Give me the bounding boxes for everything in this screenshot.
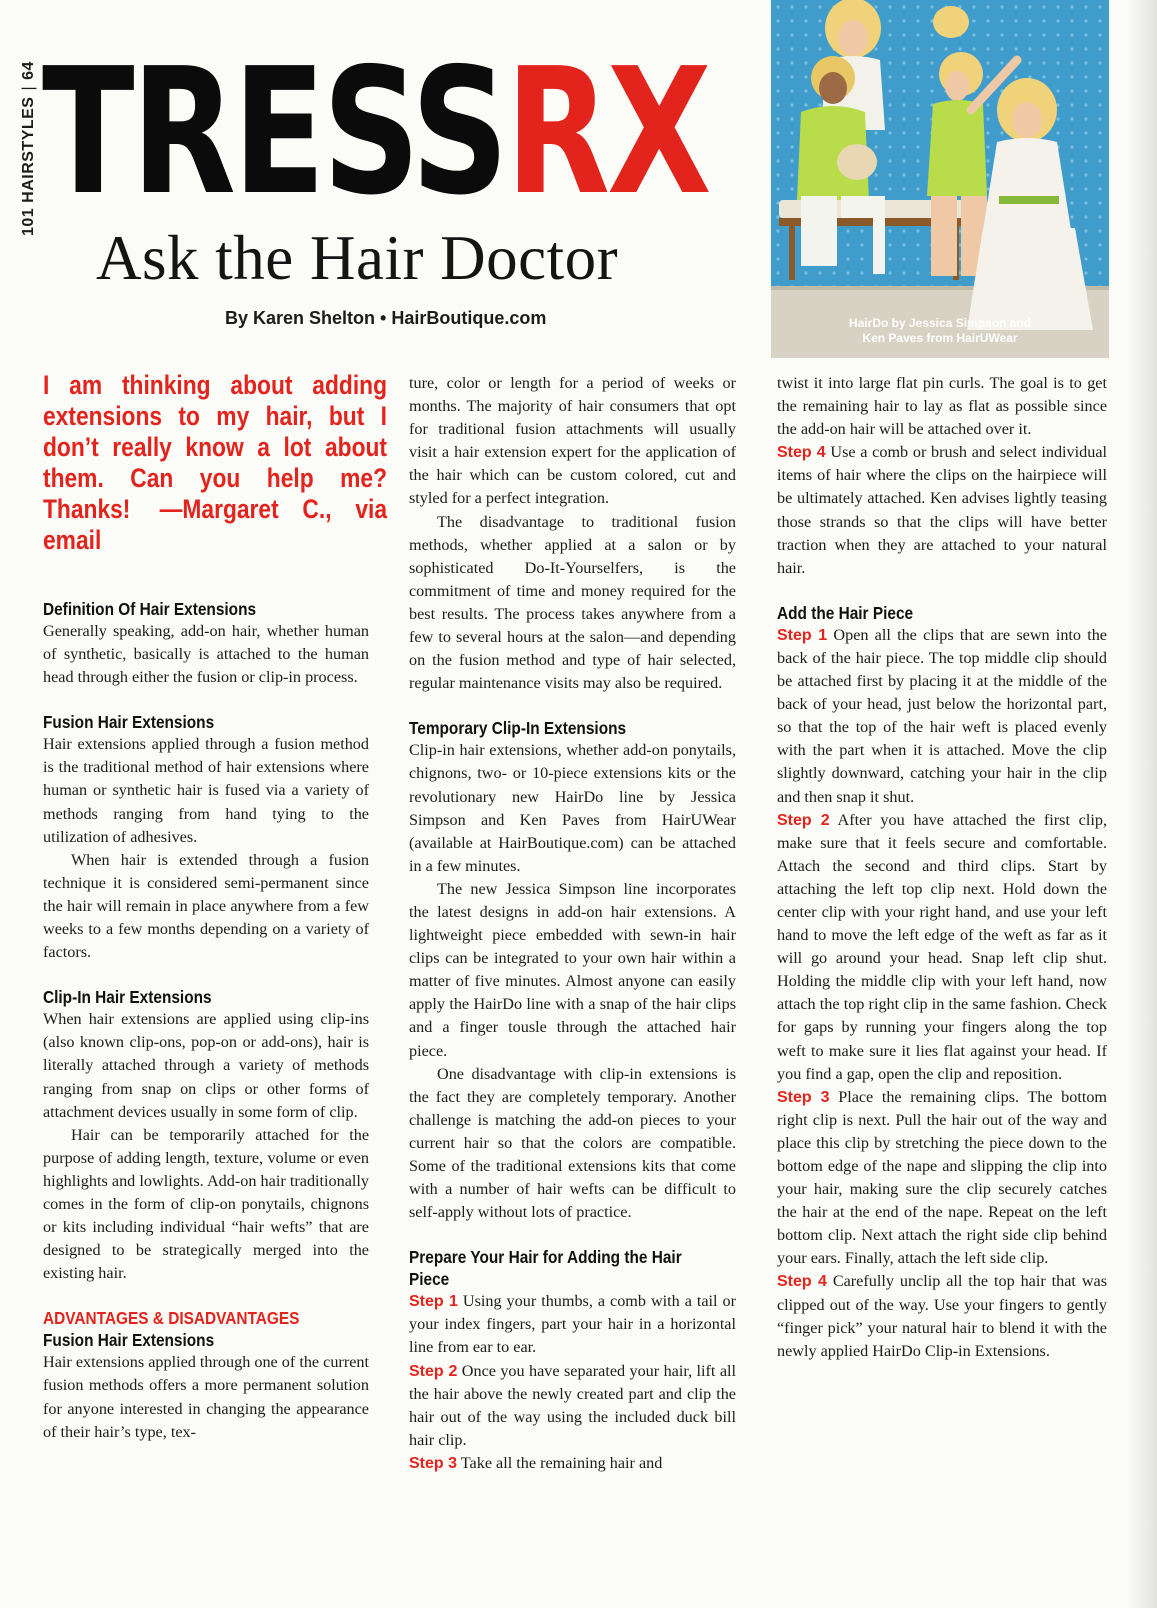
prepare-step-3: Step 3 Take all the remaining hair and (409, 1453, 663, 1472)
column-1 (43, 370, 387, 1444)
heading-prepare: Prepare Your Hair for Adding the Hair Piece (409, 1247, 682, 1290)
fusion-paragraph-2: When hair is extended through a fusion technique it is considered semi-permanent since the hair will remain in place anywhere from a few weeks to a few months depending on a variety of factors. (43, 850, 369, 962)
heading-clip-in: Clip-In Hair Extensions (43, 987, 212, 1008)
col2-paragraph-2: The disadvantage to traditional fusion methods, whether applied at a salon or by sophisticated Do-It-Yourselfers, is the commitment of time and money required for the best results. The process takes anywhere from a few to several hours at the salon—and depending on the fusion method and type of hair selected, regular maintenance visits may also be required. (409, 512, 736, 693)
prepare-step-2: Step 2 Once you have separated your hair, lift all the hair above the newly created part and clip the hair out of the way using the included duck bill hair clip. (409, 1361, 737, 1449)
masthead-rx: RX (505, 31, 709, 234)
step-label: Step 4 (777, 1273, 827, 1291)
fusion-paragraph-1: Hair extensions applied through a fusion method is the traditional method of hair extensions where human or synthetic hair is fused via a variety of methods ranging from hand tying to the utilization of adhesives. (43, 735, 369, 846)
folio-separator: | (20, 85, 37, 91)
question-signature: —Margaret C., via email (43, 494, 387, 555)
caption-line-1: HairDo by Jessica Simpson and (848, 316, 1032, 330)
step-label: Step 2 (409, 1362, 458, 1380)
column-3 (777, 372, 1107, 1363)
temporary-paragraph-3: One disadvantage with clip-in extensions is the fact they are completely temporary. Another challenge is matching the add-on pieces to your current hair so that the colors are compatible. Some of the traditional extensions kits that come with a number of hair wefts can be difficult to self-apply without lots of practice. (409, 1064, 736, 1222)
clip-in-paragraph-2: Hair can be temporarily attached for the purpose of adding length, texture, volume or even highlights and lowlights. Add-on hair traditionally comes in the form of clip-on ponytails, chignons or kits including individual “hair wefts” that are designed to be strategically merged into the existing hair. (43, 1125, 369, 1283)
heading-temporary: Temporary Clip-In Extensions (409, 718, 627, 739)
step-label: Step 2 (777, 811, 830, 829)
heading-advantages: ADVANTAGES & DISADVANTAGES (43, 1308, 300, 1329)
temporary-paragraph-1: Clip-in hair extensions, whether add-on ponytails, chignons, two- or 10-piece extensions kits or the revolutionary new HairDo line by Jessica Simpson and Ken Paves from HairUWear (available at HairBoutique.com) can be attached in a few minutes. (409, 741, 736, 875)
photo-illustration (771, 0, 1109, 358)
definition-paragraph: Generally speaking, add-on hair, whether human of synthetic, basically is attached to the human head through either the fusion or clip-in process. (43, 622, 369, 687)
add-step-1: Step 1 Open all the clips that are sewn into the back of the hair piece. The top middle clip should be attached first by placing it at the middle of the back of your head, just below the horizontal part, so that the top of the hair weft is placed evenly with the part when it is attached. Move the clip slightly downward, catching your hair in the clip and then snap it shut. (777, 625, 1107, 806)
heading-definition: Definition Of Hair Extensions (43, 599, 257, 619)
advantages-paragraph: Hair extensions applied through one of the current fusion methods offers a more permanent solution for anyone interested in changing the appearance of their hair’s type, tex- (43, 1353, 369, 1441)
add-step-3: Step 3 Place the remaining clips. The bottom right clip is next. Pull the hair out of the way and place this clip by stretching the piece down to the bottom edge of the nape and slipping the clip into your hair, making sure the clip securely catches the hair at the end of the nape. Repeat on the left bottom clip. Next attach the right side clip behind your ears. Finally, attach the left side clip. (777, 1087, 1108, 1268)
masthead-title (42, 31, 709, 234)
hero-photo (771, 0, 1109, 358)
step-label: Step 3 (777, 1088, 830, 1106)
byline: By Karen Shelton • HairBoutique.com (225, 308, 547, 328)
prepare-step-4: Step 4 Use a comb or brush and select individual items of hair where the clips on the hairpiece will be ultimately attached. Ken advises lightly teasing those strands so that the clips will have better traction when they are attached to your natural hair. (777, 443, 1108, 577)
step-label: Step 4 (777, 444, 826, 462)
step-label: Step 1 (409, 1293, 458, 1311)
add-step-4: Step 4 Carefully unclip all the top hair that was clipped out of the way. Use your fingers to gently “finger pick” your natural hair to blend it with the newly applied HairDo Clip-in Extensions. (777, 1272, 1108, 1360)
page-folio (20, 61, 38, 236)
add-step-2: Step 2 After you have attached the first clip, make sure that it feels secure and comfortable. Attach the second and third clips. Start by attaching the left top clip next. Hold down the center clip with your right hand, and use your left hand to move the left edge of the weft as far as it will go around your head. Snap left clip shut. Holding the middle clip with your left hand, now attach the top right clip in the same fashion. Check for gaps by running your fingers along the top weft to make sure it lies flat against your head. If you find a gap, open the clip and reposition. (777, 810, 1108, 1083)
prepare-step-1: Step 1 Using your thumbs, a comb with a tail or your index fingers, part your hair in a horizontal line from ear to ear. (409, 1292, 736, 1357)
subheading-fusion: Fusion Hair Extensions (43, 1330, 215, 1351)
heading-fusion: Fusion Hair Extensions (43, 712, 215, 733)
folio-section: 101 HAIRSTYLES (20, 96, 37, 236)
column-subtitle: Ask the Hair Doctor (96, 223, 619, 293)
heading-add-piece: Add the Hair Piece (777, 602, 914, 623)
photo-caption (771, 316, 1109, 346)
reader-question (43, 370, 387, 556)
step-label: Step 3 (409, 1454, 458, 1472)
folio-page-number: 64 (20, 61, 37, 80)
caption-line-2: Ken Paves from HairUWear (862, 331, 1018, 345)
question-text: I am thinking about adding extensions to my hair, but I don’t really know a lot about them. Can you help me? Thanks! (43, 370, 387, 524)
step-label: Step 1 (777, 626, 828, 644)
temporary-paragraph-2: The new Jessica Simpson line incorporates the latest designs in add-on hair extensions. A lightweight piece embedded with sewn-in hair clips can be integrated to your own hair within a matter of five minutes. Almost anyone can easily apply the HairDo line with a snap of the hair clips and a finger tousle through the attached hair piece. (409, 879, 736, 1060)
masthead-tress: TRESS (42, 31, 506, 234)
col3-paragraph-1: twist it into large flat pin curls. The goal is to get the remaining hair to lay as flat as possible since the add-on hair will be attached over it. (777, 374, 1107, 439)
page-edge-shadow (1127, 0, 1157, 1608)
col2-paragraph-1: ture, color or length for a period of weeks or months. The majority of hair consumers that opt for traditional fusion attachments will usually visit a hair extension expert for the application of the hair which can be custom colored, cut and styled for a perfect integration. (409, 374, 736, 508)
clip-in-paragraph-1: When hair extensions are applied using clip-ins (also known clip-ons, pop-on or add-ons), hair is literally attached through a variety of methods ranging from snap on clips or other forms of attachment devices usually in some form of clip. (43, 1010, 369, 1121)
column-2 (409, 372, 736, 1475)
